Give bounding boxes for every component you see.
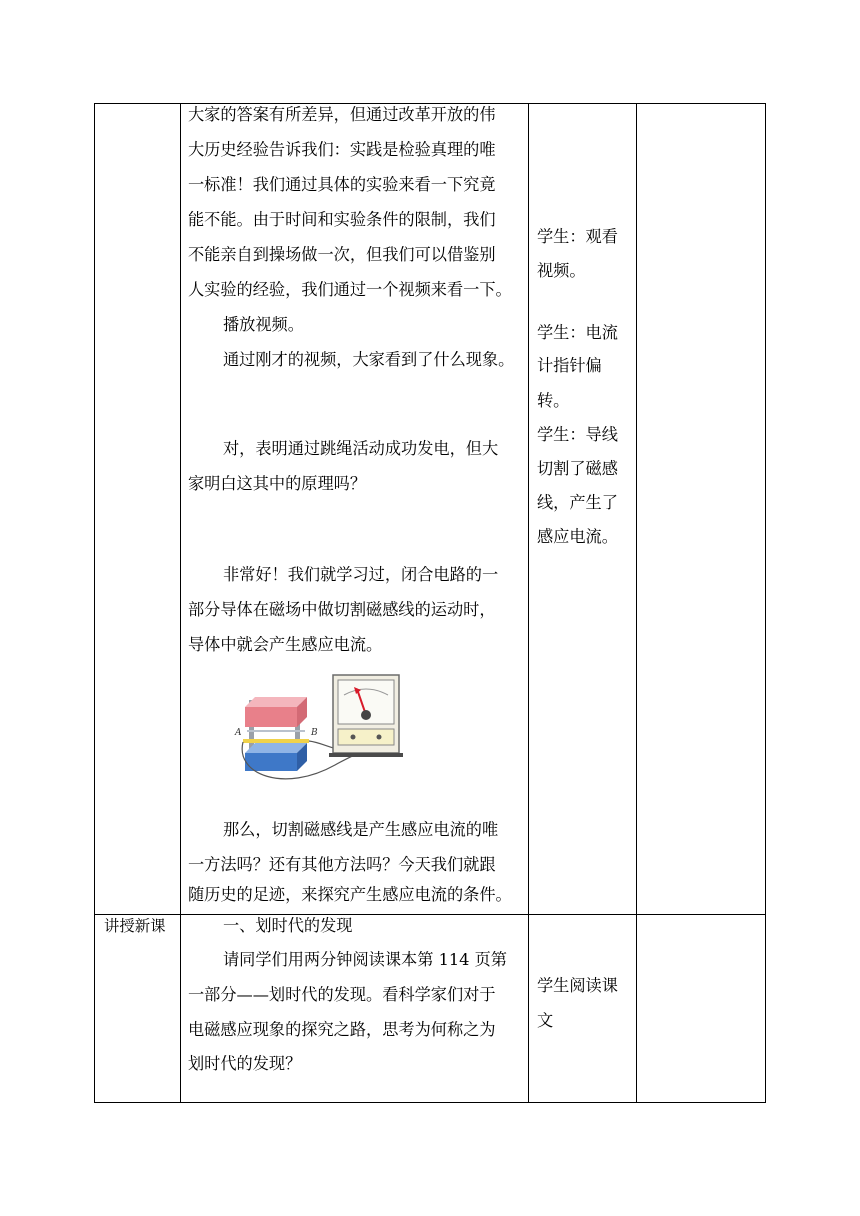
student-text-line: 学生：电流 bbox=[537, 323, 618, 342]
student-text-line: 计指针偏 bbox=[537, 356, 602, 375]
magnet-bottom-face bbox=[245, 743, 307, 753]
table-row-divider bbox=[94, 914, 766, 915]
teacher-text-line: 电磁感应现象的探究之路，思考为何称之为 bbox=[188, 1020, 496, 1039]
teacher-text-line: 家明白这其中的原理吗？ bbox=[188, 474, 367, 493]
student-text-line: 学生：导线 bbox=[537, 425, 618, 444]
teacher-text-line: 导体中就会产生感应电流。 bbox=[188, 635, 383, 654]
teacher-text-line: 那么，切割磁感线是产生感应电流的唯 bbox=[223, 820, 499, 839]
terminal-left bbox=[351, 735, 356, 740]
table-top-border bbox=[94, 103, 766, 104]
electromagnetic-induction-figure bbox=[225, 665, 405, 803]
teacher-text-line: 通过刚才的视频，大家看到了什么现象。 bbox=[223, 350, 515, 369]
teacher-text-line: 非常好！我们就学习过，闭合电路的一 bbox=[223, 565, 499, 584]
teacher-text-line: 不能亲自到操场做一次，但我们可以借鉴别 bbox=[188, 245, 496, 264]
student-text-line: 学生阅读课 bbox=[537, 976, 618, 995]
label-b: B bbox=[311, 728, 318, 738]
student-text-line: 切割了磁感 bbox=[537, 459, 618, 478]
magnet-top bbox=[245, 707, 297, 727]
table-left-border bbox=[94, 103, 95, 1103]
label-a: A bbox=[235, 728, 242, 738]
student-text-line: 转。 bbox=[537, 391, 570, 410]
table-col-divider-2 bbox=[528, 103, 529, 1103]
student-text-line: 感应电流。 bbox=[537, 527, 618, 546]
teacher-text-line: 一标准！我们通过具体的实验来看一下究竟 bbox=[188, 175, 496, 194]
teacher-text-line: 能不能。由于时间和实验条件的限制，我们 bbox=[188, 210, 496, 229]
teacher-text-line: 人实验的经验，我们通过一个视频来看一下。 bbox=[188, 280, 512, 299]
magnet-bottom bbox=[245, 753, 297, 771]
student-text-line: 文 bbox=[537, 1011, 554, 1030]
student-text-line: 学生：观看 bbox=[537, 227, 618, 246]
teacher-text-line: 部分导体在磁场中做切割磁感线的运动时， bbox=[188, 600, 496, 619]
stage-label: 讲授新课 bbox=[104, 917, 166, 935]
terminal-right bbox=[377, 735, 382, 740]
section-heading: 一、划时代的发现 bbox=[223, 916, 353, 935]
teacher-text-line: 大家的答案有所差异，但通过改革开放的伟 bbox=[188, 105, 496, 124]
conductor-rod bbox=[243, 739, 309, 743]
student-text-line: 视频。 bbox=[537, 261, 586, 280]
table-right-border bbox=[765, 103, 766, 1103]
teacher-text-line: 划时代的发现？ bbox=[188, 1054, 302, 1073]
teacher-text-line: 随历史的足迹，来探究产生感应电流的条件。 bbox=[188, 885, 512, 904]
student-text-line: 线，产生了 bbox=[537, 493, 618, 512]
teacher-text-line: 请同学们用两分钟阅读课本第 114 页第 bbox=[223, 950, 507, 969]
table-col-divider-3 bbox=[636, 103, 637, 1103]
teacher-text-line: 一部分——划时代的发现。看科学家们对于 bbox=[188, 985, 496, 1004]
teacher-text-line: 大历史经验告诉我们：实践是检验真理的唯 bbox=[188, 140, 496, 159]
teacher-text-line: 播放视频。 bbox=[223, 315, 304, 334]
table-bottom-border bbox=[94, 1102, 766, 1103]
table-col-divider-1 bbox=[180, 103, 181, 1103]
teacher-text-line: 对，表明通过跳绳活动成功发电，但大 bbox=[223, 439, 499, 458]
teacher-text-line: 一方法吗？还有其他方法吗？今天我们就跟 bbox=[188, 855, 496, 874]
magnet-top-face bbox=[245, 697, 307, 707]
